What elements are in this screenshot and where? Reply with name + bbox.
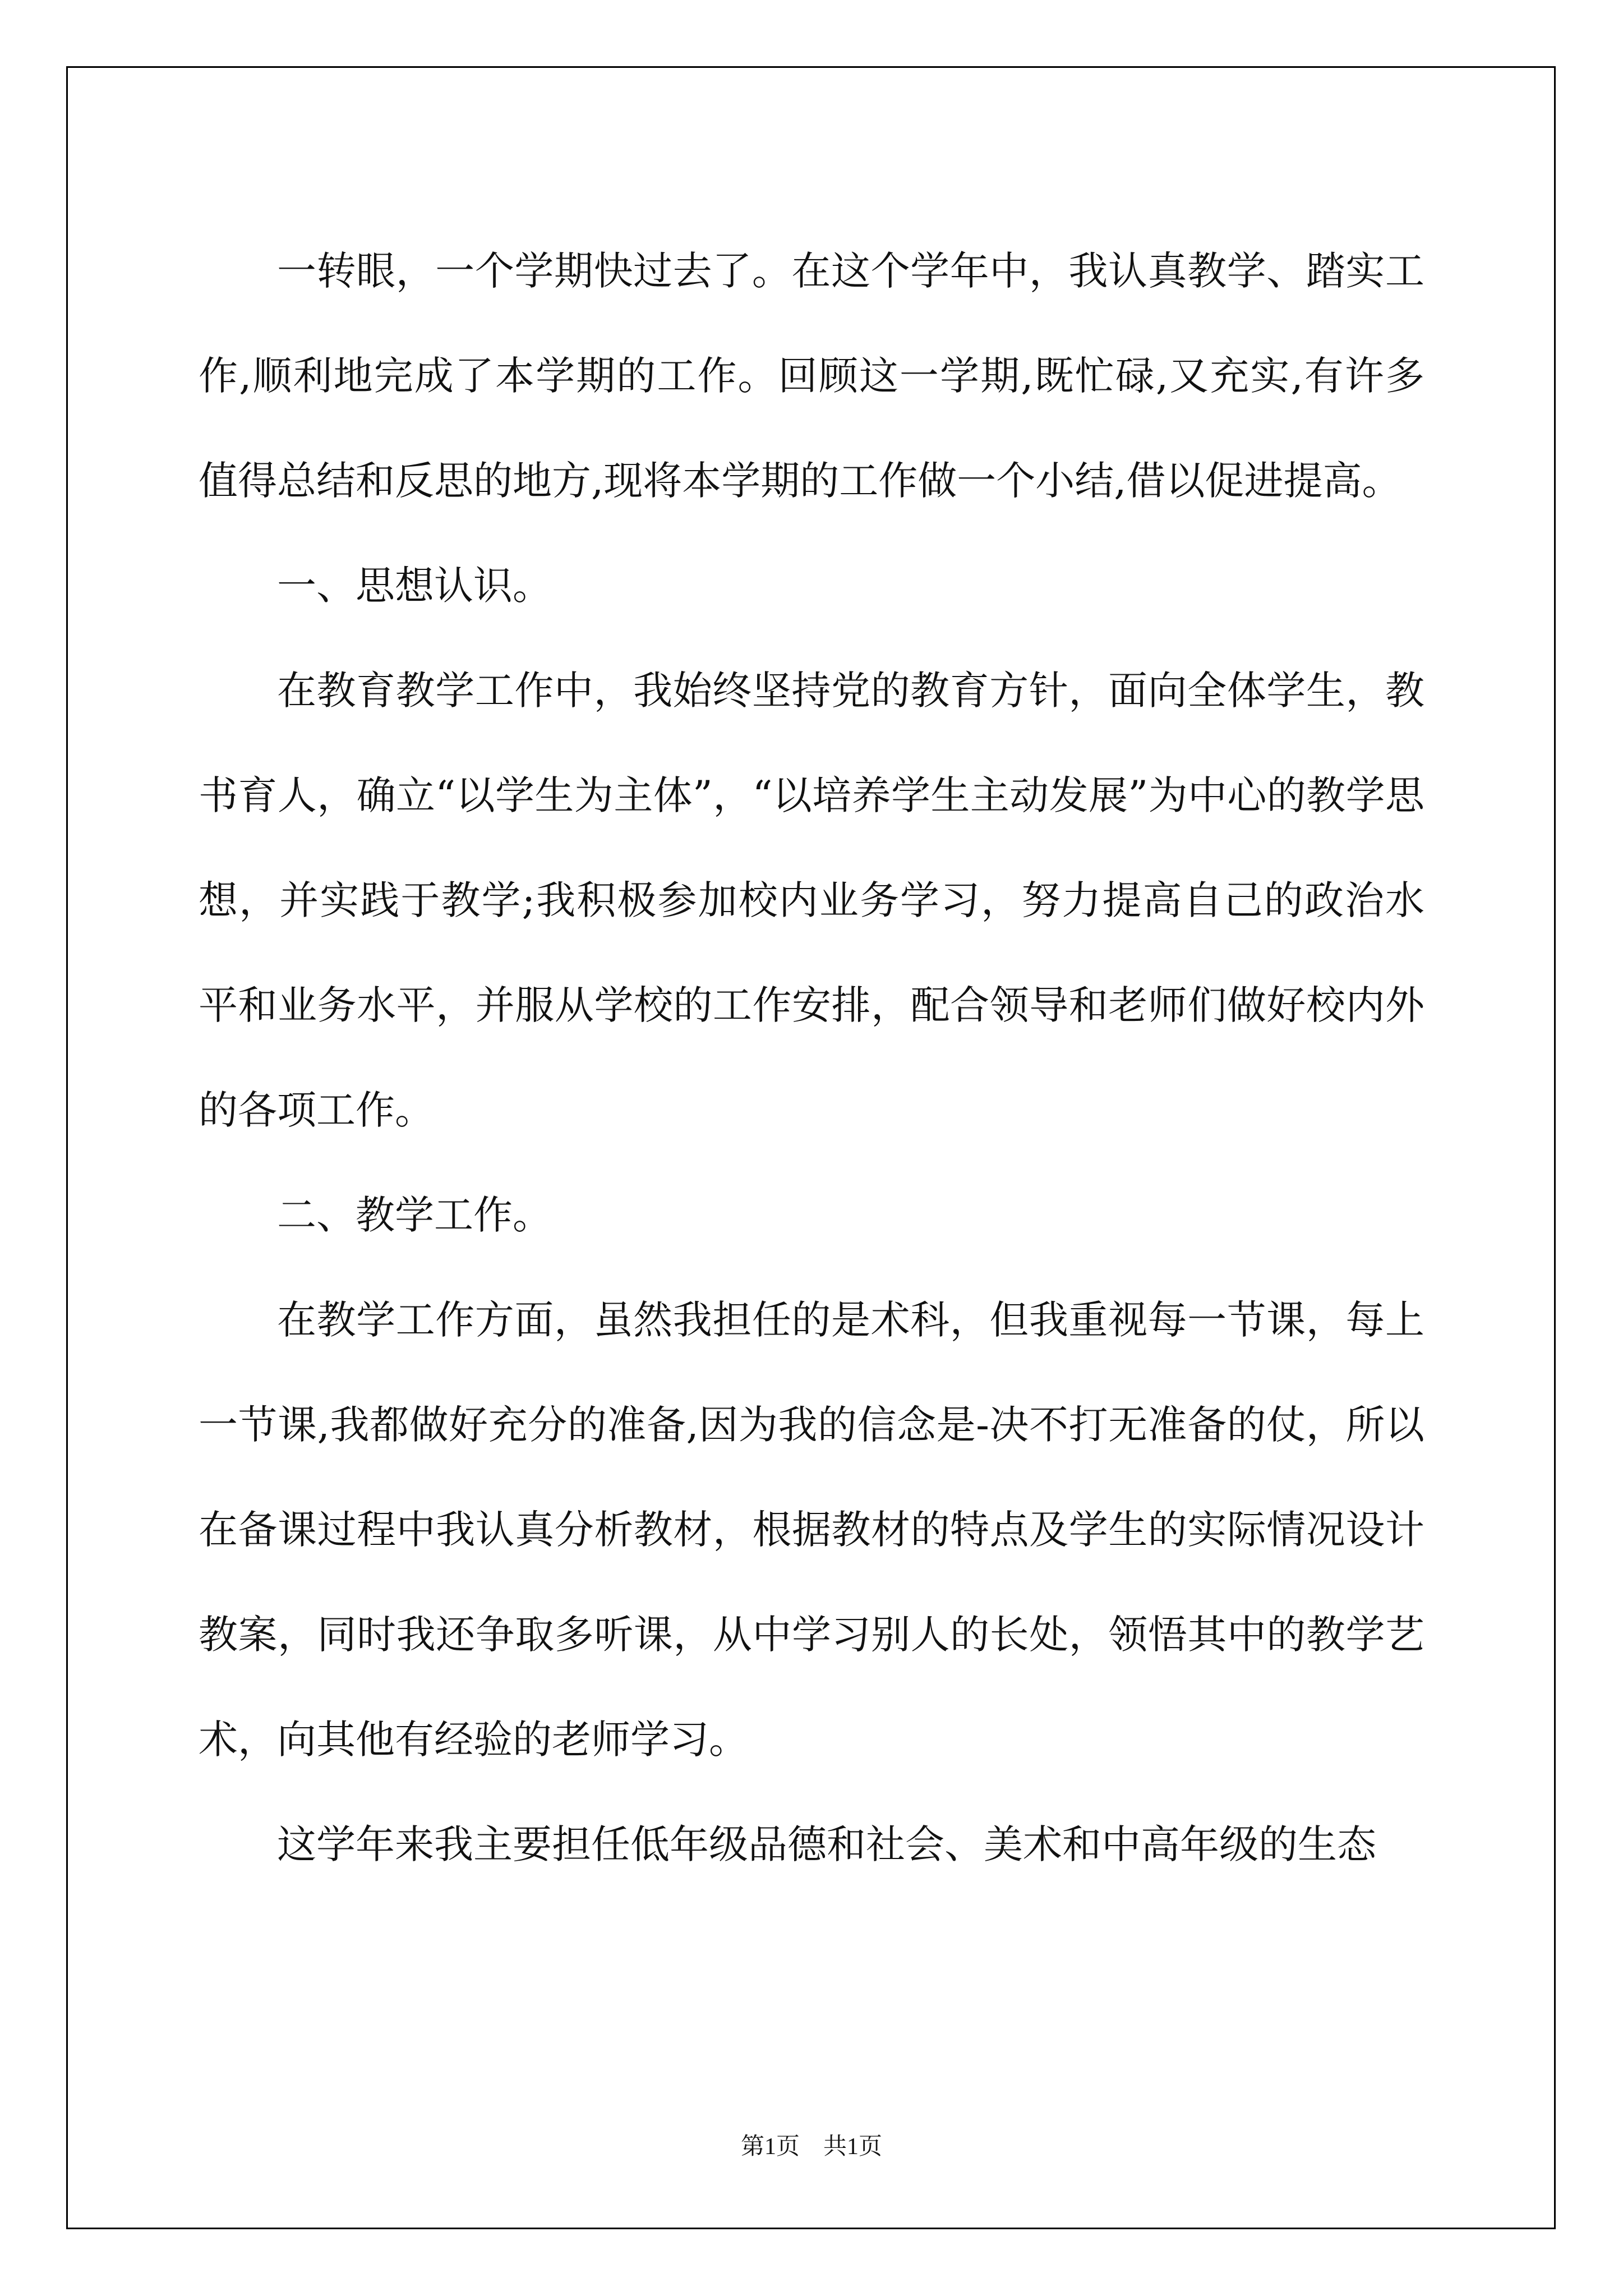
paragraph-intro: 一转眼，一个学期快过去了。在这个学年中，我认真教学、踏实工作,顺利地完成了本学期的工作。回顾这一学期,既忙碌,又充实,有许多值得总结和反思的地方,现将本学期的工作做一个小结,借以促进提高。 — [199, 248, 1424, 504]
heading-teaching: 二、教学工作。 — [277, 1192, 552, 1238]
document-body — [199, 219, 1424, 1897]
heading-thought: 一、思想认识。 — [277, 563, 552, 609]
paragraph-subjects: 这学年来我主要担任低年级品德和社会、美术和中高年级的生态 — [277, 1821, 1376, 1867]
page-footer: 第1页 共1页 — [740, 2134, 882, 2160]
paragraph-teaching: 在教学工作方面，虽然我担任的是术科，但我重视每一节课，每上一节课,我都做好充分的准备,因为我的信念是-决不打无准备的仗，所以在备课过程中我认真分析教材，根据教材的特点及学生的实际情况设计教案，同时我还争取多听课，从中学习别人的长处，领悟其中的教学艺术，向其他有经验的老师学习。 — [199, 1297, 1424, 1763]
paragraph-thought: 在教育教学工作中，我始终坚持党的教育方针，面向全体学生，教书育人，确立“以学生为主体”，“以培养学生主动发展”为中心的教学思想，并实践于教学;我积极参加校内业务学习，努力提高自己的政治水平和业务水平，并服从学校的工作安排，配合领导和老师们做好校内外的各项工作。 — [199, 668, 1424, 1133]
